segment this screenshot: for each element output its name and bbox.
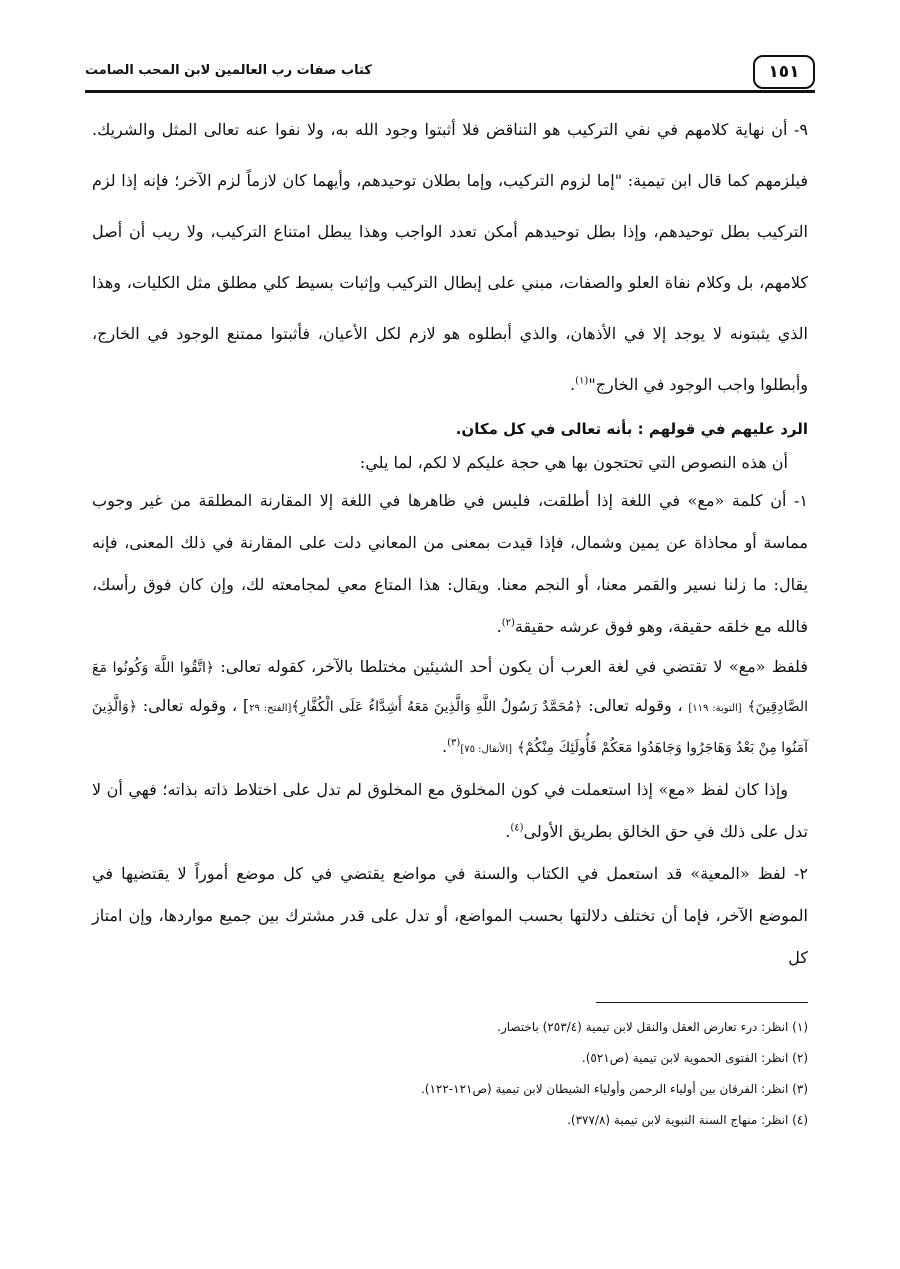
section-heading: الرد عليهم في قولهم : بأنه تعالى في كل مكان. (455, 420, 808, 438)
paragraph-intro: أن هذه النصوص التي تحتجون بها هي حجة عليكم لا لكم، لما يلي: (359, 453, 788, 472)
paragraph-end: . (496, 617, 502, 636)
paragraph-text: ١- أن كلمة «مع» في اللغة إذا أطلقت، فليس في ظاهرها في اللغة إلا المقارنة المطلقة من غير وجوب مماسة أو محاذاة عن يمين وشمال، فإذا قيدت بمعنى من المعاني دلت على المقارنة في ذلك المعنى، فإنه يقال: ما زلنا نسير والقمر معنا، أو النجم معنا. ويقال: هذا المتاع معي لمجامعته لك، وإن كان فوق رأسك، فالله مع خلقه حقيقة، وهو فوق عرشه حقيقة (92, 491, 808, 636)
quran-verse-2: ﴿مُحَمَّدٌ رَسُولُ اللَّهِ وَالَّذِينَ مَعَهُ أَشِدَّاءُ عَلَى الْكُفَّارِ﴾ (291, 699, 583, 715)
main-text (92, 104, 808, 979)
paragraph-text: وإذا كان لفظ «مع» إذا استعملت في كون المخلوق مع المخلوق لم تدل على اختلاط ذاته بذاته؛ فهي أن لا تدل على ذلك في حق الخالق بطريق الأولى (92, 780, 808, 841)
page-header (85, 55, 815, 89)
footnote-ref-1: (١) (575, 375, 589, 387)
paragraph-point-2: ٢- لفظ «المعية» قد استعمل في الكتاب والسنة في مواضع يقتضي في كل موضع أموراً لا يقتضيها في الموضع الآخر، فإما أن تختلف دلالتها بحسب المواضع، أو تدل على قدر مشترك بين جميع مواردها، وإن امتاز كل (92, 864, 808, 967)
header-rule (85, 90, 815, 93)
paragraph-text: فلفظ «مع» لا تقتضي في لغة العرب أن يكون أحد الشيئين مختلطا بالآخر، كقوله تعالى: (214, 657, 809, 676)
paragraph-conclusion (92, 769, 808, 853)
page-number: ١٥١ (753, 55, 815, 89)
footnote-ref-2: (٢) (501, 617, 515, 629)
quran-verse-3: ﴿وَالَّذِينَ آمَنُوا مِنْ بَعْدُ وَهَاجَرُوا وَجَاهَدُوا مَعَكُمْ فَأُولَئِكَ مِنْكُمْ﴾ (92, 699, 808, 756)
paragraph-point-1 (92, 480, 808, 648)
quran-verse-1: ﴿اتَّقُوا اللَّهَ وَكُونُوا مَعَ الصَّادِقِينَ﴾ (92, 660, 809, 715)
verse-ref-2: [الفتح: ٢٩ (249, 703, 292, 714)
verse-ref-1: [التوبة: ١١٩] (688, 703, 742, 714)
footnote-2: (٢) انظر: الفتوى الحموية لابن تيمية (ص٥٢١). (581, 1051, 808, 1065)
footnote-ref-4: (٤) (510, 822, 524, 834)
paragraph-end: . (505, 822, 511, 841)
footnote-4: (٤) انظر: منهاج السنة النبوية لابن تيمية (٣٧٧/٨). (567, 1113, 808, 1127)
paragraph-text: ، وقوله تعالى: (582, 696, 689, 715)
paragraph-text: ] ، وقوله تعالى: (137, 696, 250, 715)
paragraph-text: ٩- أن نهاية كلامهم في نفي التركيب هو التناقض فلا أثبتوا وجود الله به، ولا نفوا عنه تعالى المثل والشريك. فيلزمهم كما قال ابن تيمية: "إما لزوم التركيب، وإما بطلان توحيدهم، وأيهما كان لازماً لزم الآخر؛ فإنه إذا لزم التركيب بطل توحيدهم، وإذا بطل توحيدهم أمكن تعدد الواجب وهذا يبطل امتناع التركيب، ولا ريب أن أصل كلامهم، بل وكلام نفاة العلو والصفات، مبني على إبطال التركيب وإثبات بسيط كلي مطلق مثل الكليات، وهذا الذي يثبتونه لا يوجد إلا في الأذهان، والذي أبطلوه هو لازم لكل الأعيان، فأثبتوا ممتنع الوجود في الخارج، وأبطلوا واجب الوجود في الخارج" (92, 120, 809, 394)
footnote-1: (١) انظر: درء تعارض العقل والنقل لابن تيمية (٢٥٣/٤) باختصار. (497, 1020, 808, 1034)
paragraph-point-9 (92, 104, 808, 410)
footnotes (92, 1012, 808, 1136)
paragraph-end: . (570, 375, 576, 394)
verse-ref-3: [الأنفال: ٧٥] (460, 744, 513, 755)
running-title: كتاب صفات رب العالمين لابن المحب الصامت (85, 63, 372, 78)
paragraph-end: . (442, 737, 448, 756)
footnote-ref-3: (٣) (447, 737, 461, 749)
paragraph-verses (92, 648, 808, 769)
footnote-3: (٣) انظر: الفرقان بين أولياء الرحمن وأولياء الشيطان لابن تيمية (ص١٢١-١٢٢). (420, 1082, 808, 1096)
footnote-separator (596, 1002, 808, 1003)
